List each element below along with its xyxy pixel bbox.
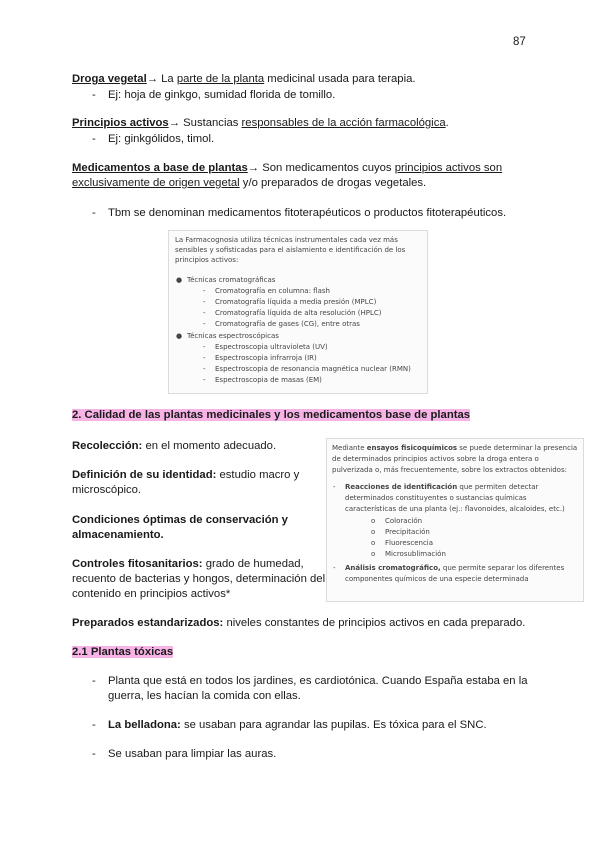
definition-medicamentos-line1 (72, 161, 502, 176)
arrow: → (168, 117, 180, 129)
sub-marker: - (203, 343, 206, 351)
figure-item-analisis (345, 563, 564, 574)
technique-item: Espectroscopia ultravioleta (UV) (215, 343, 328, 351)
dash-marker: - (92, 89, 96, 101)
bold-text: Reacciones de identificación (345, 483, 458, 491)
item-controles-line1 (72, 557, 304, 572)
sub-marker: - (203, 354, 206, 362)
technique-item: Cromatografía líquida a media presión (MPLC) (215, 298, 377, 306)
definition-droga-vegetal (72, 72, 416, 87)
figure-intro-line: sensibles y sofisticadas para el aislamiento e identificación de los (175, 246, 406, 254)
item-recoleccion (72, 439, 276, 454)
toxic-item-belladona (108, 718, 487, 733)
text: estudio macro y (216, 469, 300, 481)
text: se puede determinar la presencia (457, 444, 578, 452)
text: Sustancias (179, 117, 242, 129)
group-chromatographic: Técnicas cromatográficas (187, 276, 276, 284)
item-controles-line2: recuento de bacterias y hongos, determinación del (72, 573, 326, 585)
term-droga-vegetal: Droga vegetal (72, 73, 147, 85)
figure-line: de determinados principios activos sobre la droga entera o (332, 455, 539, 463)
sub-item: Fluorescencia (385, 539, 434, 547)
sub-marker: o (371, 539, 376, 547)
text: La (158, 73, 177, 85)
figure-ensayos-fisicoquimicos (326, 438, 584, 602)
group-spectroscopic: Técnicas espectroscópicas (187, 332, 279, 340)
arrow: → (247, 162, 260, 174)
dash-marker: - (92, 719, 96, 731)
dash-marker: - (333, 483, 336, 491)
text: niveles constantes de principios activos en cada preparado. (223, 617, 526, 629)
bold-text: ensayos fisicoquímicos (366, 444, 458, 452)
bullet-dot-icon: ● (176, 276, 183, 284)
technique-item: Espectroscopia de masas (EM) (215, 376, 322, 384)
text: que permiten detectar (457, 483, 539, 491)
sub-marker: - (203, 376, 206, 384)
note-fitoterapeuticos: Tbm se denominan medicamentos fitoterapéuticos o productos fitoterapéuticos. (108, 207, 507, 219)
dash-marker: - (92, 207, 96, 219)
toxic-item-1-line1: Planta que está en todos los jardines, es cardiotónica. Cuando España estaba en la (108, 675, 528, 687)
term: Controles fitosanitarios: (72, 558, 203, 570)
term-medicamentos: Medicamentos a base de plantas (72, 162, 248, 174)
figure-line: componentes químicos de una especie determinada (345, 575, 529, 583)
sub-item: Coloración (385, 517, 423, 525)
dash-marker: - (333, 564, 336, 572)
definition-medicamentos-line2 (72, 176, 426, 191)
sub-marker: - (203, 309, 206, 317)
underlined-text: exclusivamente de origen vegetal (72, 177, 240, 189)
technique-item: Espectroscopia de resonancia magnética nuclear (RMN) (215, 365, 411, 373)
technique-item: Espectroscopia infrarroja (IR) (215, 354, 317, 362)
term-principios-activos: Principios activos (72, 117, 169, 129)
example-principios: Ej: ginkgólidos, timol. (108, 133, 215, 145)
figure-line (332, 443, 577, 454)
sub-marker: o (371, 528, 376, 536)
item-controles-line3: contenido en principios activos* (72, 588, 231, 600)
item-condiciones-line2: almacenamiento. (72, 529, 164, 541)
definition-principios-activos (72, 116, 449, 131)
bullet-dot-icon: ● (176, 332, 183, 340)
text: Son medicamentos cuyos (259, 162, 395, 174)
sub-marker: o (371, 517, 376, 525)
highlighted-heading: 2. Calidad de las plantas medicinales y los medicamentos base de plantas (72, 409, 471, 421)
figure-farmacognosia-techniques (168, 230, 428, 394)
item-condiciones-line1: Condiciones óptimas de conservación y (72, 514, 288, 526)
underlined-text: responsables de la acción farmacológica (241, 117, 446, 129)
arrow: → (146, 73, 159, 85)
text: . (445, 117, 449, 129)
term: Definición de su identidad: (72, 469, 217, 481)
dash-marker: - (92, 675, 96, 687)
bold-text: Análisis cromatográfico, (345, 564, 441, 572)
sub-item: Microsublimación (385, 550, 446, 558)
text: medicinal usada para terapia. (264, 73, 416, 85)
figure-line: características de una planta (ej.: flavonoides, alcaloides, etc.) (345, 505, 565, 513)
technique-item: Cromatografía de gases (CG), entre otras (215, 320, 360, 328)
technique-item: Cromatografía líquida de alta resolución (HPLC) (215, 309, 382, 317)
text: y/o preparados de drogas vegetales. (239, 177, 427, 189)
item-preparados (72, 616, 525, 631)
term: Recolección: (72, 440, 143, 452)
item-definicion-line2: microscópico. (72, 484, 142, 496)
item-definicion-line1 (72, 468, 299, 483)
figure-line: determinados constituyentes o sustancias químicas (345, 494, 527, 502)
figure-item-reacciones (345, 482, 538, 493)
text: que permite separar los diferentes (440, 564, 565, 572)
figure-intro-line: La Farmacognosia utiliza técnicas instrumentales cada vez más (175, 236, 398, 244)
sub-marker: - (203, 365, 206, 373)
toxic-item-1-line2: guerra, les hacían la comida con ellas. (108, 690, 301, 702)
page-number: 87 (513, 36, 526, 48)
figure-line: pulverizada o, más frecuentemente, sobre los extractos obtenidos: (332, 466, 567, 474)
figure-intro-line: principios activos: (175, 256, 239, 264)
term: Preparados estandarizados: (72, 617, 224, 629)
sub-item: Precipitación (385, 528, 430, 536)
section-heading-plantas-toxicas (72, 645, 173, 660)
term: La belladona: (108, 719, 181, 731)
text: Mediante (332, 444, 367, 452)
sub-marker: - (203, 320, 206, 328)
underlined-text: principios activos son (394, 162, 503, 174)
toxic-item-3: Se usaban para limpiar las auras. (108, 748, 277, 760)
underlined-text: parte de la planta (176, 73, 265, 85)
sub-marker: o (371, 550, 376, 558)
text: grado de humedad, (202, 558, 304, 570)
technique-item: Cromatografía en columna: flash (215, 287, 330, 295)
text: se usaban para agrandar las pupilas. Es tóxica para el SNC. (180, 719, 487, 731)
text: en el momento adecuado. (142, 440, 277, 452)
sub-marker: - (203, 287, 206, 295)
dash-marker: - (92, 748, 96, 760)
highlighted-heading: 2.1 Plantas tóxicas (72, 646, 174, 658)
dash-marker: - (92, 133, 96, 145)
section-heading-calidad (72, 408, 470, 423)
sub-marker: - (203, 298, 206, 306)
example-droga: Ej: hoja de ginkgo, sumidad florida de tomillo. (108, 89, 336, 101)
